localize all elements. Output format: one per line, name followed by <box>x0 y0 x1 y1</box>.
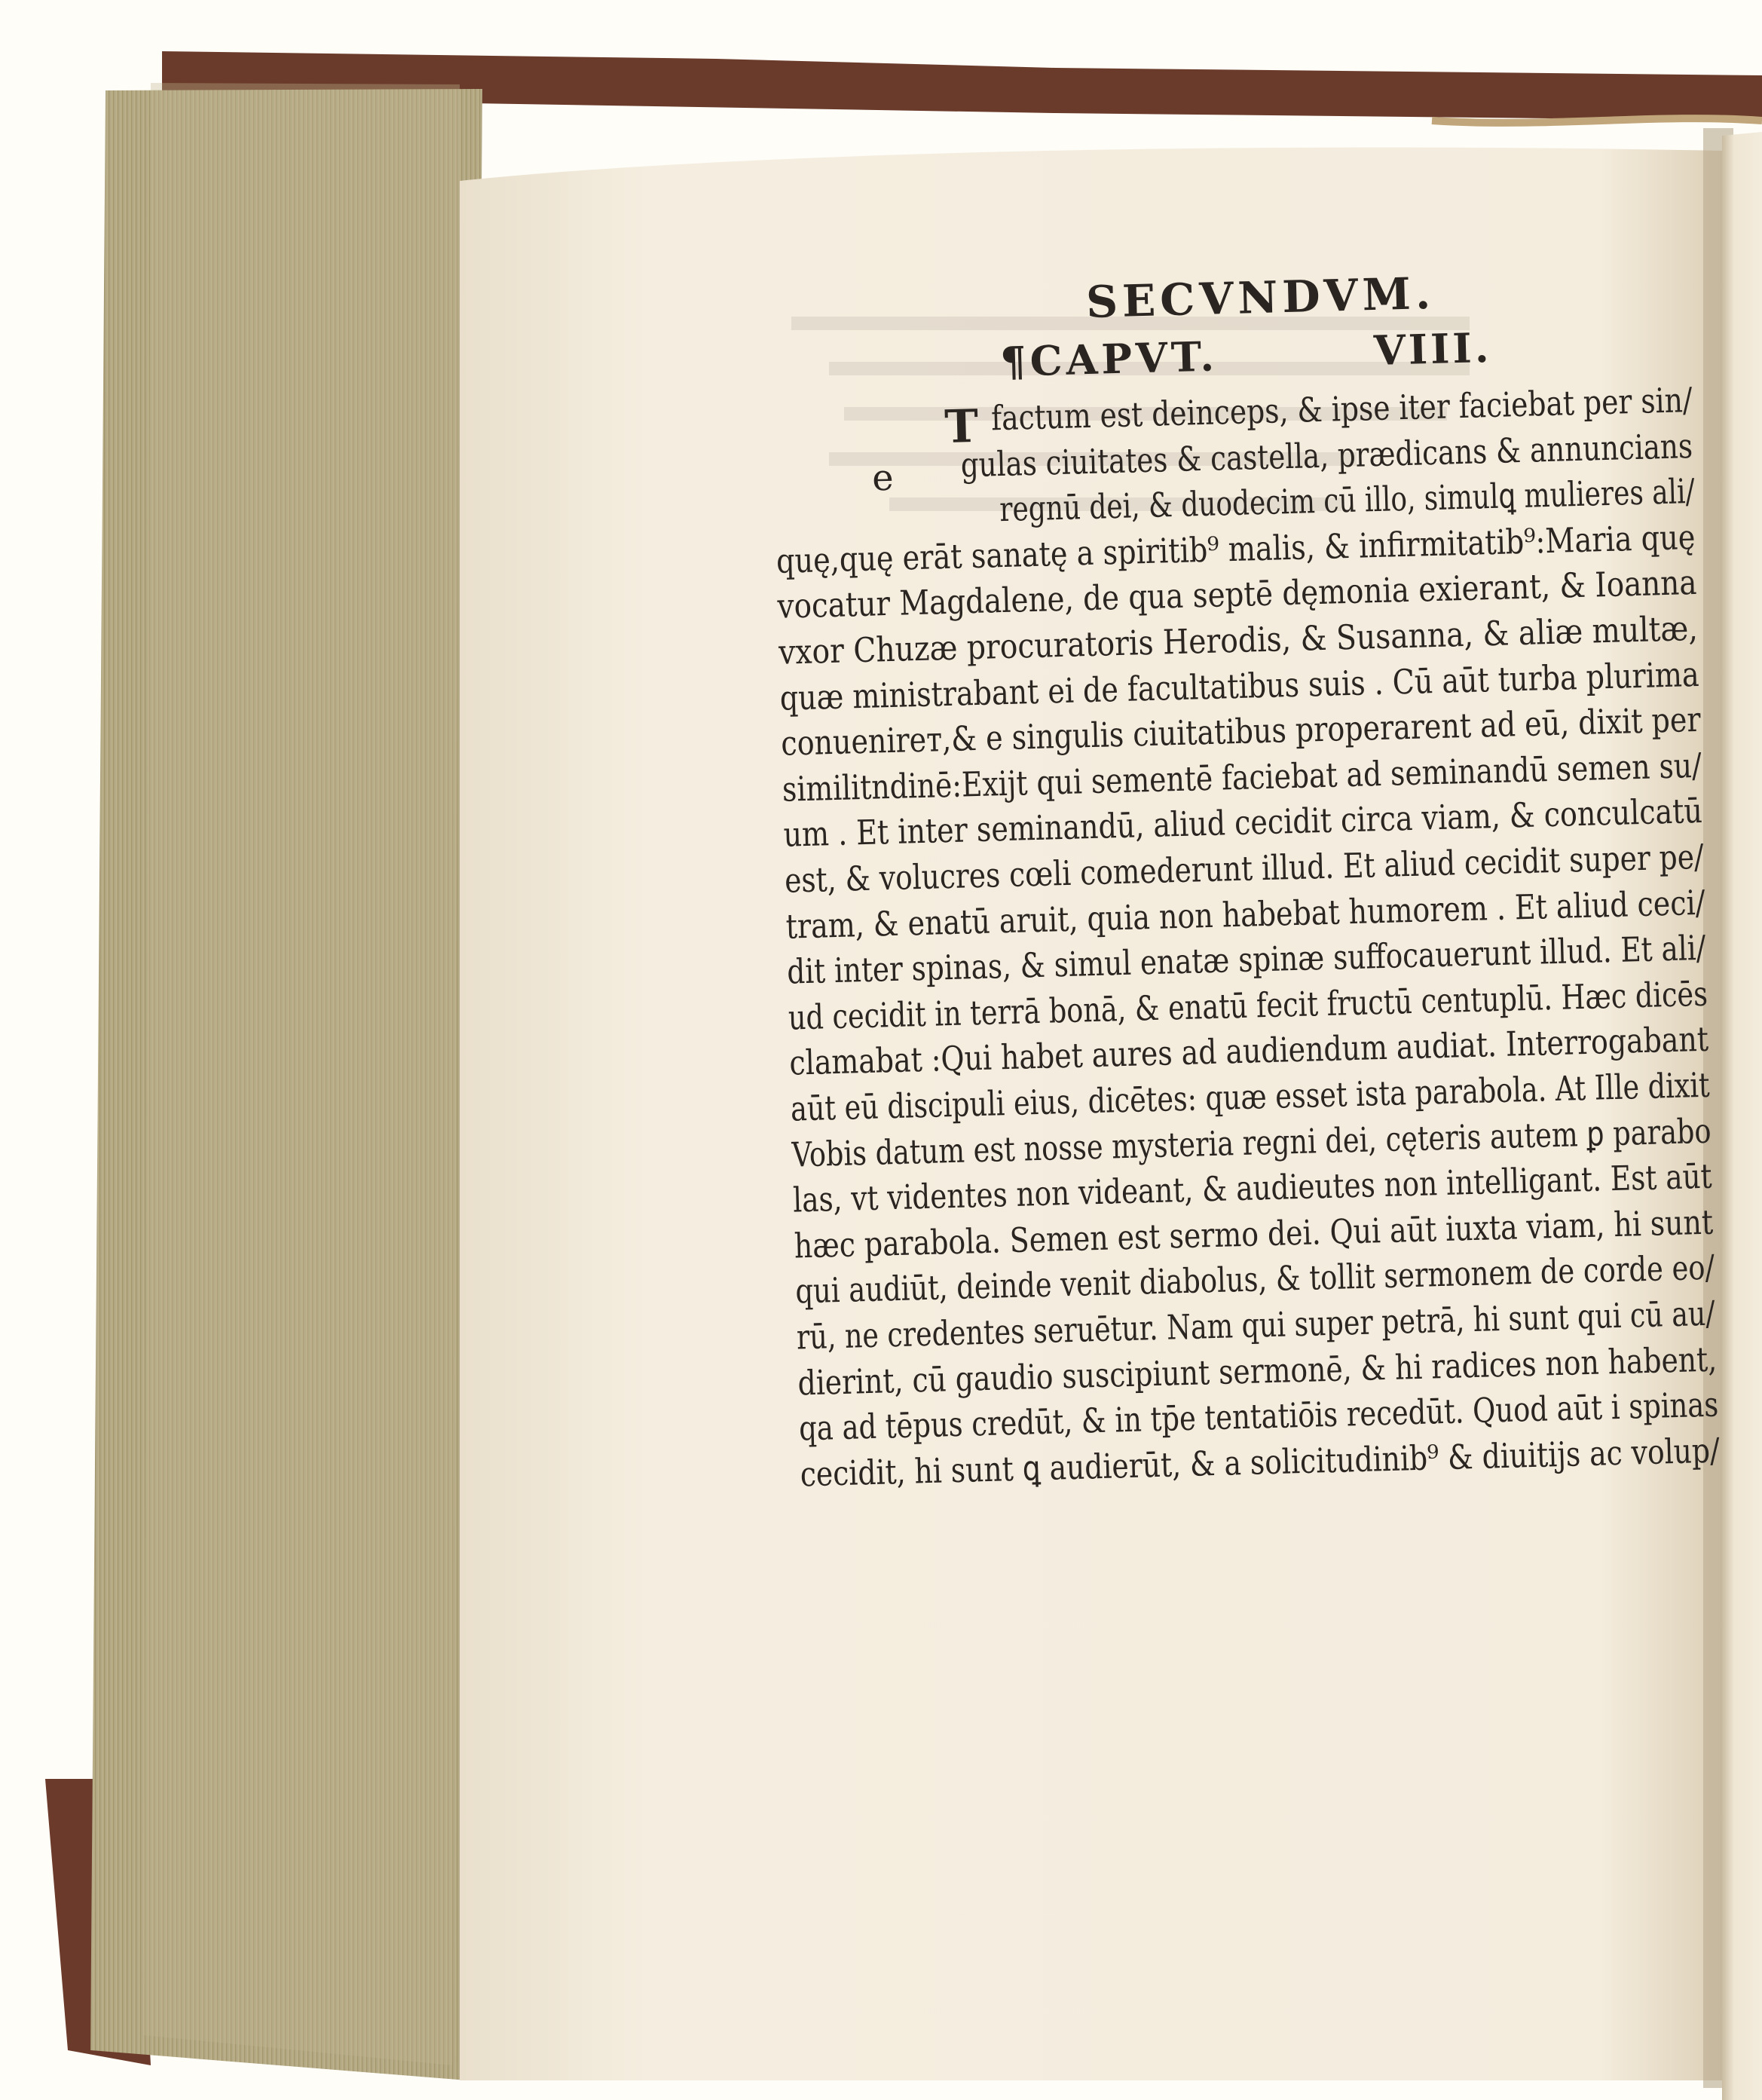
text-line: qui audiūt, deinde venit diabolus, & tollit sermonem de corde eo/ <box>794 1247 1715 1312</box>
text-line: factum est deinceps, & ipse iter faciebat per sin/ <box>990 379 1693 439</box>
text-line: gulas ciuitates & castella, prædicans & annuncians <box>960 425 1693 485</box>
text-line: vocatur Magdalene, de qua septē dęmonia exierant, & Ioanna <box>776 562 1698 627</box>
text-line: cecidit, hi sunt ꝗ audierūt, & a solicitudinib⁹ & diuitijs ac volup/ <box>800 1430 1721 1495</box>
text-line: dierint, cū gaudio suscipiunt sermonē, & hi radices non habent, <box>797 1339 1718 1404</box>
text-line: las, vt videntes non videant, & audieutes non intelligant. Est aūt <box>792 1156 1713 1220</box>
text-line: quæ ministrabant ei de facultatibus suis . Cū aūt turba plurima <box>779 654 1700 718</box>
chapter-number: VIII. <box>1373 323 1493 375</box>
chapter-label: ¶CAPVT. <box>999 332 1219 386</box>
text-line: quę,quę erāt sanatę a spiritib⁹ malis, & infirmitatib⁹:Maria quę <box>775 516 1696 581</box>
text-line: um . Et inter seminandū, aliud cecidit circa viam, & conculcatū <box>782 791 1703 856</box>
running-head: SECVNDVM. <box>1085 267 1436 328</box>
text-line: aūt eū discipuli eius, dicētes: quæ esset ista parabola. At Ille dixit <box>790 1064 1711 1129</box>
text-line: dit inter spinas, & simul enatæ spinæ suffocauerunt illud. Et ali/ <box>786 927 1706 992</box>
text-line: regnū dei, & duodecim cū illo, simulꝗ mulieres ali/ <box>999 471 1696 530</box>
text-line: tram, & enatū aruit, quia non habebat humorem . Et aliud ceci/ <box>785 882 1706 947</box>
text-line: qa ad tēpus credūt, & in tp̄e tentatiōis recedūt. Quod aūt i spinas <box>798 1384 1719 1449</box>
text-line: similitndinē:Exijt qui sementē faciebat ad seminandū semen su/ <box>782 745 1702 810</box>
margin-letter: e <box>871 456 895 500</box>
drop-initial: T <box>944 399 980 454</box>
text-line: ud cecidit in terrā bonā, & enatū fecit fructū centuplū. Hæc dicēs <box>788 973 1708 1038</box>
right-page <box>1722 132 1762 2100</box>
text-line: Vobis datum est nosse mysteria regni dei, cęteris autem ꝑ parabo <box>791 1110 1712 1175</box>
text-line: clamabat :Qui habet aures ad audiendum audiat. Interrogabant <box>788 1019 1709 1084</box>
text-line: rū, ne credentes seruētur. Nam qui super petrā, hi sunt qui cū au/ <box>796 1293 1716 1358</box>
text-line: hæc parabola. Semen est sermo dei. Qui aūt iuxta viam, hi sunt <box>794 1202 1714 1266</box>
text-line: vxor Chuzæ procuratoris Herodis, & Susanna, & aliæ multæ, <box>778 608 1699 672</box>
text-line: conuenirет,& e singulis ciuitatibus properarent ad eū, dixit per <box>780 699 1702 764</box>
text-line: est, & volucres cœli comederunt illud. Et aliud cecidit super pe/ <box>784 836 1705 901</box>
